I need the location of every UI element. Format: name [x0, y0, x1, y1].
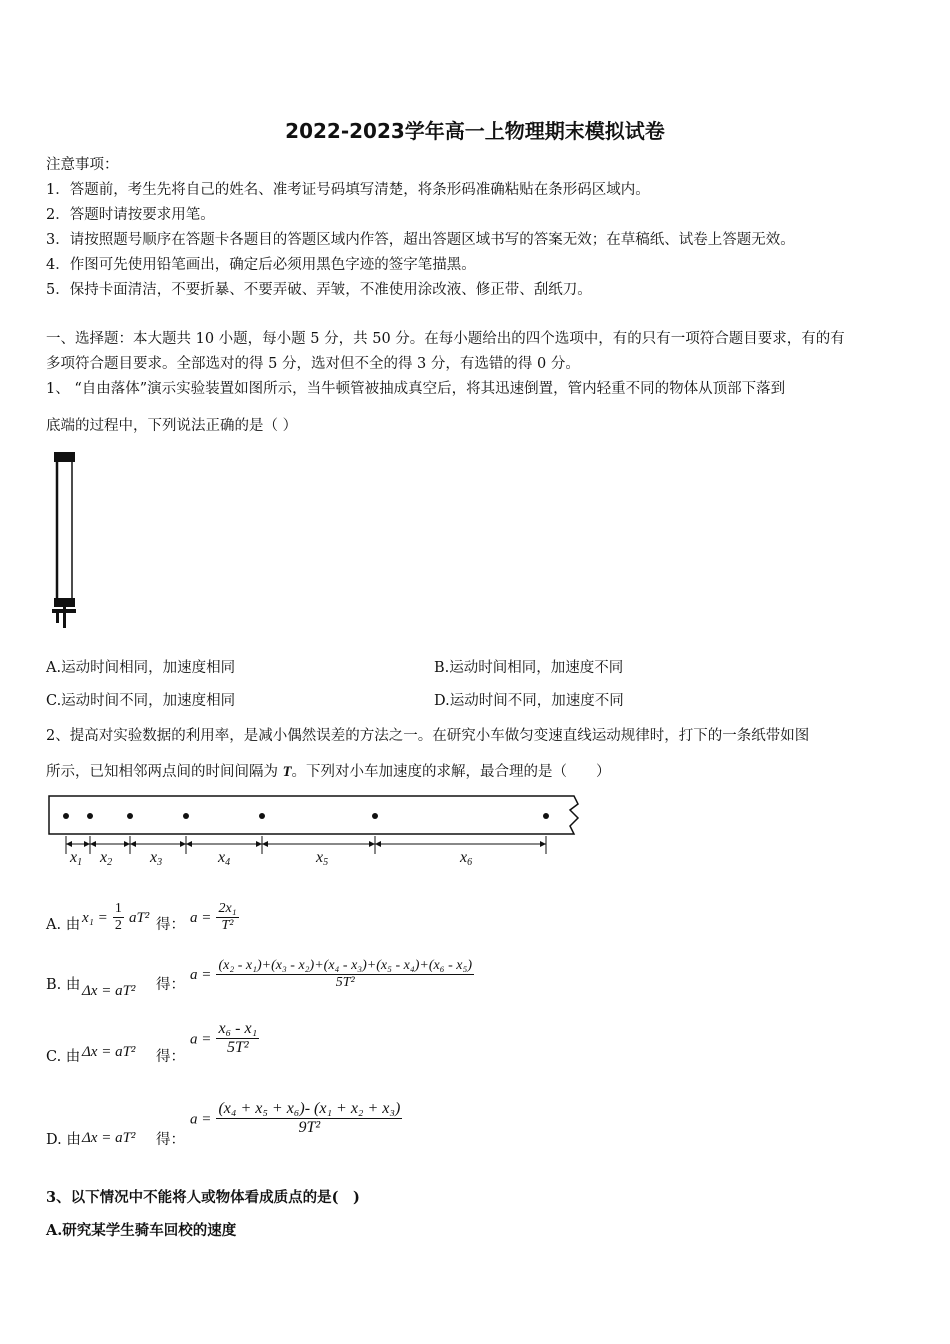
page-title: 2022-2023学年高一上物理期末模拟试卷 — [285, 119, 665, 143]
notice-item: 1．答题前，考生先将自己的姓名、准考证号码填写清楚，将条形码准确粘贴在条形码区域内。 — [46, 182, 650, 198]
notice-item: 3．请按照题号顺序在答题卡各题目的答题区域内作答，超出答题区域书写的答案无效；在草稿纸、试卷上答题无效。 — [46, 232, 795, 248]
tape-dot — [183, 813, 189, 819]
question-2-stem: 所示，已知相邻两点间的时间间隔为 T。下列对小车加速度的求解，最合理的是（ ） — [46, 764, 611, 780]
option-b-condition: Δx = aT² — [82, 983, 136, 999]
paper-tape-figure — [44, 792, 584, 872]
question-2-option-c-label: C. 由 — [46, 1049, 81, 1065]
tape-dot — [543, 813, 549, 819]
tape-dot — [259, 813, 265, 819]
tape-dot — [372, 813, 378, 819]
question-2-option-a-label: A. 由 — [46, 917, 81, 933]
notice-item: 4．作图可先使用铅笔画出，确定后必须用黑色字迹的签字笔描黑。 — [46, 257, 476, 273]
question-1-option-c: C.运动时间不同，加速度相同 — [46, 693, 236, 709]
tape-label-x6: x6 — [460, 849, 473, 868]
de-label: 得： — [156, 977, 185, 993]
option-d-result: a = $\frac{\text{(x₄ + x₅ + x₆)- (x₁ + x₂ + x₃)}}{\text{9T²}}$ — [190, 1100, 401, 1137]
tube-valve — [63, 607, 66, 628]
question-2-option-b-label: B. 由 — [46, 977, 81, 993]
tape-label-x1: x1 — [70, 849, 83, 868]
option-b-result: a = $\frac{\text{(x₂ - x₁)+(x₃ - x₂)+(x₄ - x₃)+(x₅ - x₄)+(x₆ - x₅)}}{\text{5T²}}$ — [190, 958, 472, 991]
tape-dot — [87, 813, 93, 819]
option-a-result: a = $\frac{\text{2x₁}}{\text{T²}}$ — [190, 901, 237, 934]
question-1-stem: 底端的过程中，下列说法正确的是（ ） — [46, 418, 298, 434]
tape-dot — [127, 813, 133, 819]
tape-label-x3: x3 — [150, 849, 163, 868]
tape-label-x2: x2 — [100, 849, 113, 868]
question-1-option-b: B.运动时间相同，加速度不同 — [434, 660, 624, 676]
notice-item: 5．保持卡面清洁，不要折暴、不要弄破、弄皱，不准使用涂改液、修正带、刮纸刀。 — [46, 282, 592, 298]
de-label: 得： — [156, 1049, 185, 1065]
tube-top-cap — [54, 452, 75, 462]
question-3-option-a: A.研究某学生骑车回校的速度 — [46, 1222, 237, 1239]
tube-bottom-cap — [54, 598, 75, 607]
question-1-option-a: A.运动时间相同，加速度相同 — [46, 660, 236, 676]
question-2-stem: 2、提高对实验数据的利用率，是减小偶然误差的方法之一。在研究小车做匀变速直线运动规律时，打下的一条纸带如图 — [46, 728, 810, 744]
section-instructions: 多项符合题目要求。全部选对的得 5 分，选对但不全的得 3 分，有选错的得 0 分。 — [46, 356, 580, 372]
question-2-option-d-label: D. 由 — [46, 1132, 81, 1148]
tape-label-x5: x5 — [316, 849, 329, 868]
notice-item: 2．答题时请按要求用笔。 — [46, 207, 215, 223]
question-3-stem: 3、以下情况中不能将人或物体看成质点的是( ) — [46, 1189, 360, 1206]
de-label: 得： — [156, 1132, 185, 1148]
question-1-stem: 1、 “自由落体”演示实验装置如图所示，当牛顿管被抽成真空后，将其迅速倒置，管内轻重不同的物体从顶部下落到 — [46, 381, 786, 397]
tape-label-x4: x4 — [218, 849, 231, 868]
option-d-condition: Δx = aT² — [82, 1130, 136, 1146]
de-label: 得： — [156, 917, 185, 933]
option-c-result: a = $\frac{\text{x₆ - x₁}}{\text{5T²}}$ — [190, 1020, 258, 1057]
question-1-option-d: D.运动时间不同，加速度不同 — [434, 693, 624, 709]
option-c-condition: Δx = aT² — [82, 1044, 136, 1060]
option-a-condition: x₁ = $\frac{1}{2}$ aT² — [82, 901, 150, 934]
tape-dot — [63, 813, 69, 819]
notice-heading: 注意事项： — [46, 157, 119, 173]
section-instructions: 一、选择题：本大题共 10 小题，每小题 5 分，共 50 分。在每小题给出的四个选项中，有的只有一项符合题目要求，有的有 — [46, 331, 845, 347]
newton-tube-figure — [50, 450, 80, 630]
